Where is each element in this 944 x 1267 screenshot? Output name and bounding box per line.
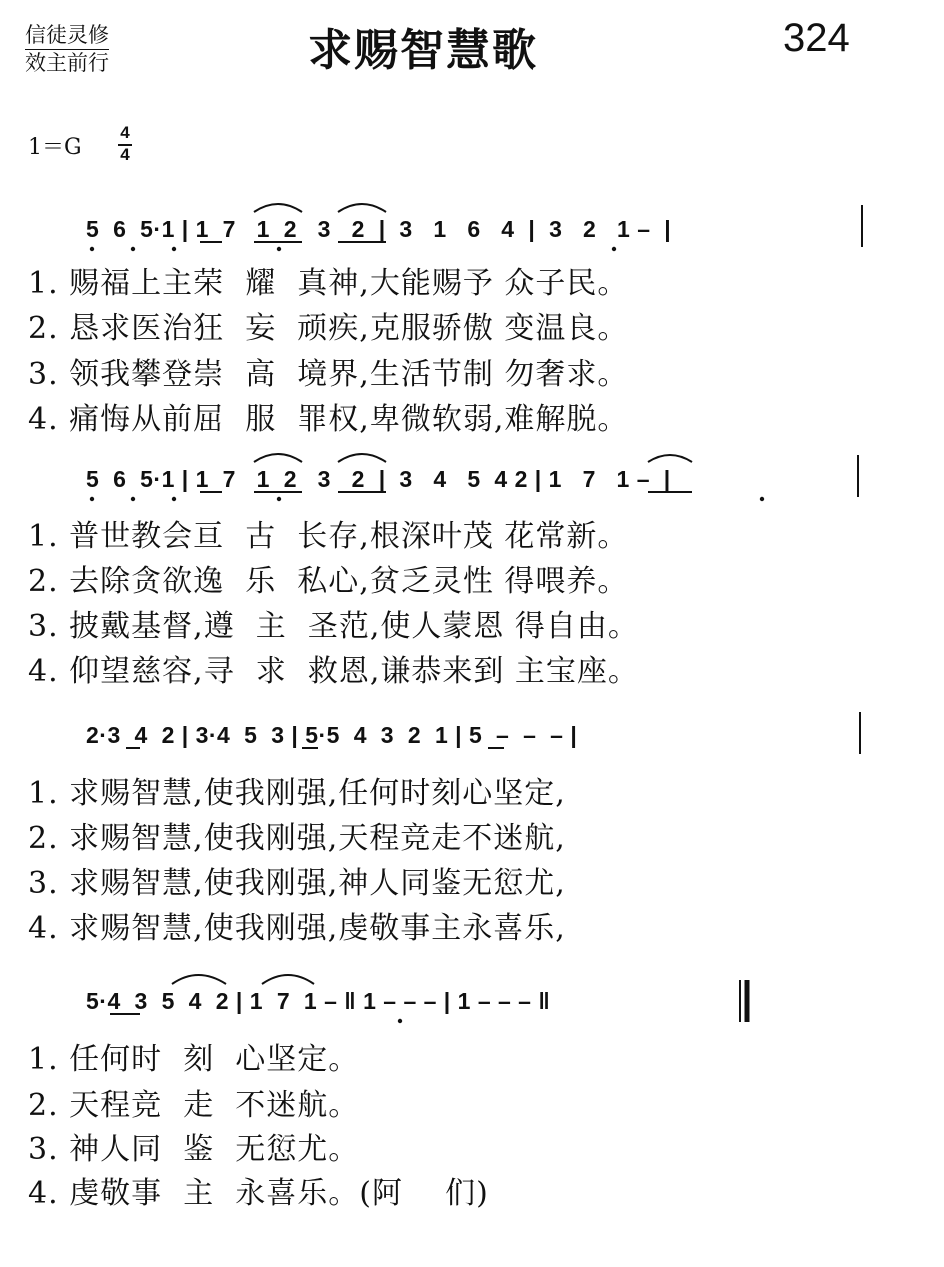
lyric-1-verse-4: 4. 痛悔从前屈 服 罪权,卑微软弱,难解脱。 bbox=[28, 402, 629, 437]
octave-dot bbox=[131, 247, 135, 251]
lyric-4-verse-3: 3. 神人同 鉴 无愆尤。 bbox=[28, 1132, 360, 1167]
octave-dot bbox=[612, 247, 616, 251]
octave-dot bbox=[172, 247, 176, 251]
slur-mark bbox=[254, 454, 302, 462]
octave-dot bbox=[398, 1019, 402, 1023]
slur-mark bbox=[172, 975, 226, 984]
octave-dot bbox=[131, 497, 135, 501]
octave-dot bbox=[277, 497, 281, 501]
octave-dot bbox=[277, 247, 281, 251]
notation-line-1: 5 6 5·1 | 1 7 1 2 3 2 | 3 1 6 4 | 3 2 1 – | bbox=[86, 216, 672, 242]
slur-mark bbox=[254, 204, 302, 212]
notation-line-4: 5·4 3 5 4 2 | 1 7 1 – ‖ 1 – – – | 1 – – – ‖ bbox=[86, 988, 551, 1014]
lyric-1-verse-3: 3. 领我攀登崇 高 境界,生活节制 勿奢求。 bbox=[28, 357, 629, 392]
lyric-2-verse-1: 1. 普世教会亘 古 长存,根深叶茂 花常新。 bbox=[28, 519, 629, 554]
slur-mark bbox=[262, 975, 314, 984]
octave-dot bbox=[172, 497, 176, 501]
slur-mark bbox=[648, 455, 692, 462]
hymn-number: 324 bbox=[783, 16, 850, 60]
time-signature-top: 4 bbox=[120, 123, 130, 142]
lyric-3-verse-2: 2. 求赐智慧,使我刚强,天程竞走不迷航, bbox=[28, 821, 566, 856]
category-line-1: 信徒灵修 bbox=[25, 22, 109, 50]
hymn-title: 求赐智慧歌 bbox=[308, 25, 538, 76]
lyric-2-verse-3: 3. 披戴基督,遵 主 圣范,使人蒙恩 得自由。 bbox=[28, 609, 639, 644]
slur-mark bbox=[338, 204, 386, 212]
category-line-2: 效主前行 bbox=[25, 51, 109, 75]
lyric-1-verse-2: 2. 恳求医治狂 妄 顽疾,克服骄傲 变温良。 bbox=[28, 311, 629, 346]
notation-line-2: 5 6 5·1 | 1 7 1 2 3 2 | 3 4 5 4 2 | 1 7 1 – | bbox=[86, 466, 671, 492]
lyric-3-verse-4: 4. 求赐智慧,使我刚强,虔敬事主永喜乐, bbox=[28, 911, 566, 946]
key-signature: 1＝G bbox=[28, 135, 82, 160]
time-signature-bottom: 4 bbox=[120, 145, 130, 164]
lyric-2-verse-4: 4. 仰望慈容,寻 求 救恩,谦恭来到 主宝座。 bbox=[28, 654, 639, 689]
lyric-4-verse-4: 4. 虔敬事 主 永喜乐。(阿 们) bbox=[28, 1176, 489, 1211]
lyric-3-verse-1: 1. 求赐智慧,使我刚强,任何时刻心坚定, bbox=[28, 776, 566, 811]
octave-dot bbox=[760, 497, 764, 501]
lyric-4-verse-2: 2. 天程竞 走 不迷航。 bbox=[28, 1088, 360, 1123]
lyric-2-verse-2: 2. 去除贪欲逸 乐 私心,贫乏灵性 得喂养。 bbox=[28, 564, 629, 599]
lyric-1-verse-1: 1. 赐福上主荣 耀 真神,大能赐予 众子民。 bbox=[28, 266, 629, 301]
slur-mark bbox=[338, 454, 386, 462]
notation-line-3: 2·3 4 2 | 3·4 5 3 | 5·5 4 3 2 1 | 5 – – – | bbox=[86, 722, 578, 748]
octave-dot bbox=[90, 247, 94, 251]
lyric-4-verse-1: 1. 任何时 刻 心坚定。 bbox=[28, 1042, 360, 1077]
lyric-3-verse-3: 3. 求赐智慧,使我刚强,神人同鉴无愆尤, bbox=[28, 866, 566, 901]
octave-dot bbox=[90, 497, 94, 501]
